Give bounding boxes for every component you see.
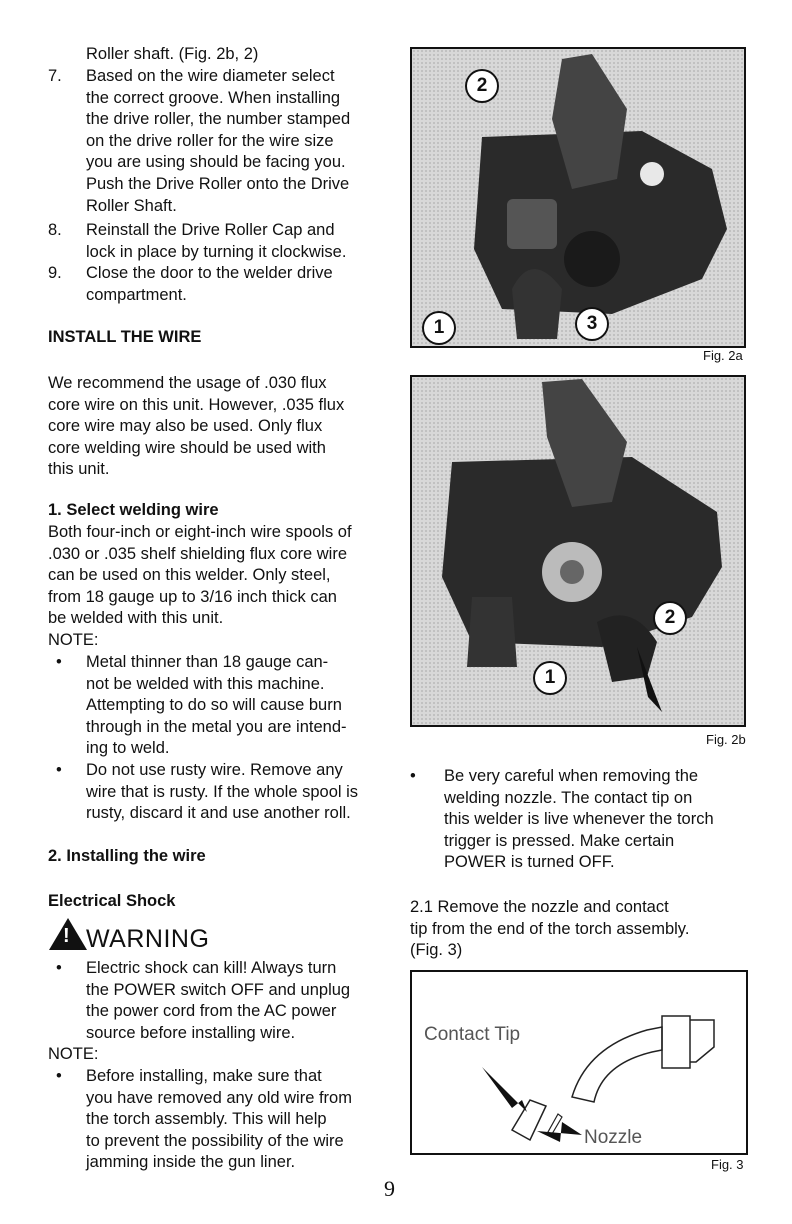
callout-1: 1 (533, 661, 567, 695)
bullet: • (56, 1067, 62, 1085)
figure-2b-photo (410, 375, 746, 727)
step-7-text: Based on the wire diameter select the correct groove. When installing the drive roller, the number stamped on the drive roller for the wire size you are using should be facing you. Push the Drive Roller onto the Drive Roller Shaft. (86, 67, 351, 215)
warning-bullet-text: Electric shock can kill! Always turn the POWER switch OFF and unplug the power cord from the AC power source before installing wire. (86, 959, 351, 1042)
warning-banner (48, 915, 268, 955)
careful-bullet-text: Be very careful when removing the welding nozzle. The contact tip on this welder is live whenever the torch trigger is pressed. Make certain POWER is turned OFF. (444, 767, 714, 872)
contact-tip-label: Contact Tip (424, 1024, 521, 1045)
step-number: 7. (48, 67, 62, 85)
bullet: • (56, 653, 62, 671)
step-9-text: Close the door to the welder drive compartment. (86, 264, 333, 304)
note-bullet-rusty-wire: Do not use rusty wire. Remove any wire that is rusty. If the whole spool is rusty, discard it and use another roll. (86, 761, 359, 823)
callout-2: 2 (465, 69, 499, 103)
bullet: • (410, 767, 416, 785)
recommend-paragraph: We recommend the usage of .030 flux core wire on this unit. However, .035 flux core wire may also be used. Only flux core welding wire should be used with this unit. (48, 374, 345, 479)
warning-word: WARNING (86, 925, 210, 953)
note-bullet-thin-metal: Metal thinner than 18 gauge can- not be welded with this machine. Attempting to do so will cause burn through in the metal you are intend- ing to weld. (86, 653, 347, 758)
electrical-shock-heading: Electrical Shock (48, 892, 176, 910)
callout-2: 2 (653, 601, 687, 635)
continued-line: Roller shaft. (Fig. 2b, 2) (86, 45, 259, 63)
select-wire-paragraph: Both four-inch or eight-inch wire spools of .030 or .035 shelf shielding flux core wire can be used on this welder. Only steel, from 18 gauge up to 3/16 inch thick can be welded with this unit. (48, 523, 352, 628)
remove-nozzle-paragraph: 2.1 Remove the nozzle and contact tip from the end of the torch assembly. (Fig. 3) (410, 898, 690, 960)
figure-2a-photo (410, 47, 746, 348)
installing-wire-heading: 2. Installing the wire (48, 847, 206, 865)
warning-symbol: ! (63, 925, 70, 947)
fig-3-caption: Fig. 3 (711, 1157, 744, 1172)
page-number: 9 (384, 1176, 395, 1201)
torch-diagram (412, 972, 746, 1153)
note-label: NOTE: (48, 1045, 99, 1063)
nozzle-label: Nozzle (584, 1127, 643, 1148)
drive-mechanism-illustration (412, 49, 744, 346)
step-number: 8. (48, 221, 62, 239)
figure-3-diagram (410, 970, 748, 1155)
callout-1: 1 (422, 311, 456, 345)
note-label: NOTE: (48, 631, 99, 649)
fig-2b-caption: Fig. 2b (706, 732, 746, 747)
step-number: 9. (48, 264, 62, 282)
note-bullet-old-wire: Before installing, make sure that you have removed any old wire from the torch assembly. This will help to prevent the possibility of the wire jamming inside the gun liner. (86, 1067, 352, 1172)
bullet: • (56, 761, 62, 779)
bullet: • (56, 959, 62, 977)
callout-3: 3 (575, 307, 609, 341)
drive-roller-illustration (412, 377, 744, 725)
step-8-text: Reinstall the Drive Roller Cap and lock in place by turning it clockwise. (86, 221, 347, 261)
fig-2a-caption: Fig. 2a (703, 348, 743, 363)
select-wire-heading: 1. Select welding wire (48, 501, 219, 519)
install-wire-heading: INSTALL THE WIRE (48, 328, 202, 346)
